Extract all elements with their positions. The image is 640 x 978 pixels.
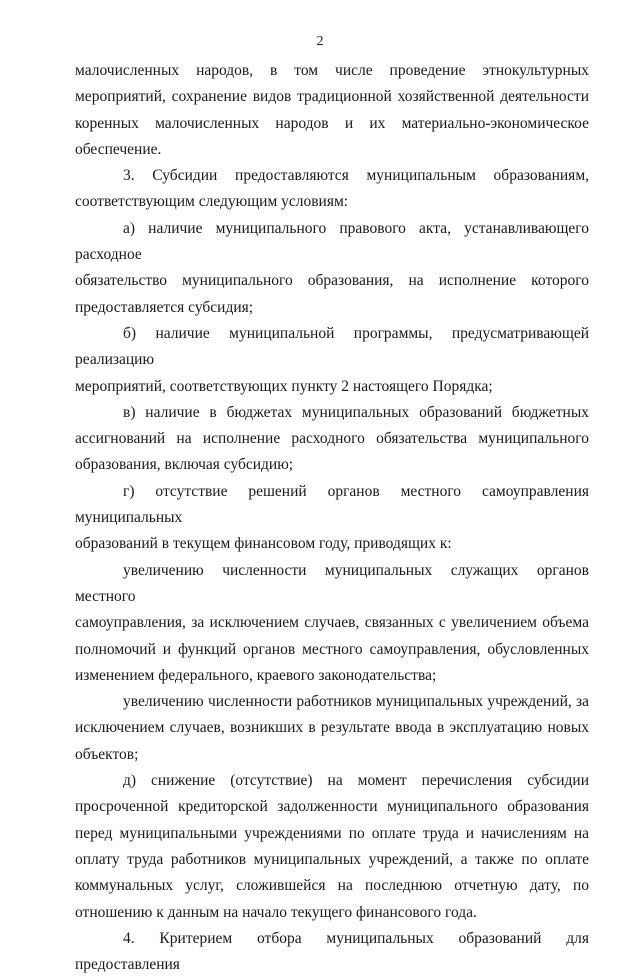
paragraph-subitem-v <box>75 400 589 479</box>
text-line: в) наличие в бюджетах муниципальных образований бюджетных <box>123 403 589 421</box>
text-line: соответствующим следующим условиям: <box>75 193 349 211</box>
text-line: объектов; <box>75 745 139 763</box>
text-line: отношению к данным на начало текущего финансового года. <box>75 903 477 921</box>
paragraph-subitem-a <box>75 216 589 321</box>
text-line: оплату труда работников муниципальных учреждений, а также по оплате <box>75 850 589 868</box>
text-line: мероприятий, соответствующих пункту 2 настоящего Порядка; <box>75 377 493 395</box>
paragraph-continuation <box>75 58 589 163</box>
paragraph-subitem-g-2 <box>75 689 589 768</box>
text-line: перед муниципальными учреждениями по оплате труда и начислениям на <box>75 824 589 842</box>
text-line: мероприятий, сохранение видов традиционной хозяйственной деятельности <box>75 88 589 106</box>
document-body <box>75 58 589 978</box>
text-line: а) наличие муниципального правового акта, устанавливающего расходное <box>75 219 589 264</box>
text-line: 3. Субсидии предоставляются муниципальным образованиям, <box>123 167 589 185</box>
text-line: просроченной кредиторской задолженности муниципального образования <box>75 798 589 816</box>
paragraph-subitem-g <box>75 479 589 558</box>
text-line: образования, включая субсидию; <box>75 456 294 474</box>
text-line: ассигнований на исполнение расходного обязательства муниципального <box>75 430 589 448</box>
paragraph-item-3 <box>75 163 589 216</box>
page-number: 2 <box>316 34 324 49</box>
paragraph-subitem-d <box>75 768 589 926</box>
text-line: обеспечение. <box>75 140 162 158</box>
text-line: коммунальных услуг, сложившейся на последнюю отчетную дату, по <box>75 877 589 895</box>
text-line: увеличению численности работников муниципальных учреждений, за <box>123 693 589 711</box>
text-line: 4. Критерием отбора муниципальных образований для предоставления <box>75 929 589 974</box>
text-line: обязательство муниципального образования, на исполнение которого <box>75 272 589 290</box>
paragraph-item-4 <box>75 926 589 978</box>
text-line: образований в текущем финансовом году, приводящих к: <box>75 535 452 553</box>
text-line: г) отсутствие решений органов местного самоуправления муниципальных <box>75 482 589 527</box>
text-line: коренных малочисленных народов и их материально-экономическое <box>75 114 589 132</box>
text-line: самоуправления, за исключением случаев, связанных с увеличением объема <box>75 614 589 632</box>
paragraph-subitem-g-1 <box>75 558 589 689</box>
text-line: исключением случаев, возникших в результате ввода в эксплуатацию новых <box>75 719 589 737</box>
text-line: б) наличие муниципальной программы, предусматривающей реализацию <box>75 324 589 369</box>
text-line: увеличению численности муниципальных служащих органов местного <box>75 561 589 605</box>
paragraph-subitem-b <box>75 321 589 400</box>
text-line: д) снижение (отсутствие) на момент перечисления субсидии <box>123 772 589 790</box>
text-line: полномочий и функций органов местного самоуправления, обусловленных <box>75 640 589 658</box>
text-line: изменением федерального, краевого законодательства; <box>75 666 437 684</box>
text-line: предоставляется субсидия; <box>75 298 254 316</box>
text-line: малочисленных народов, в том числе проведение этнокультурных <box>75 62 589 79</box>
